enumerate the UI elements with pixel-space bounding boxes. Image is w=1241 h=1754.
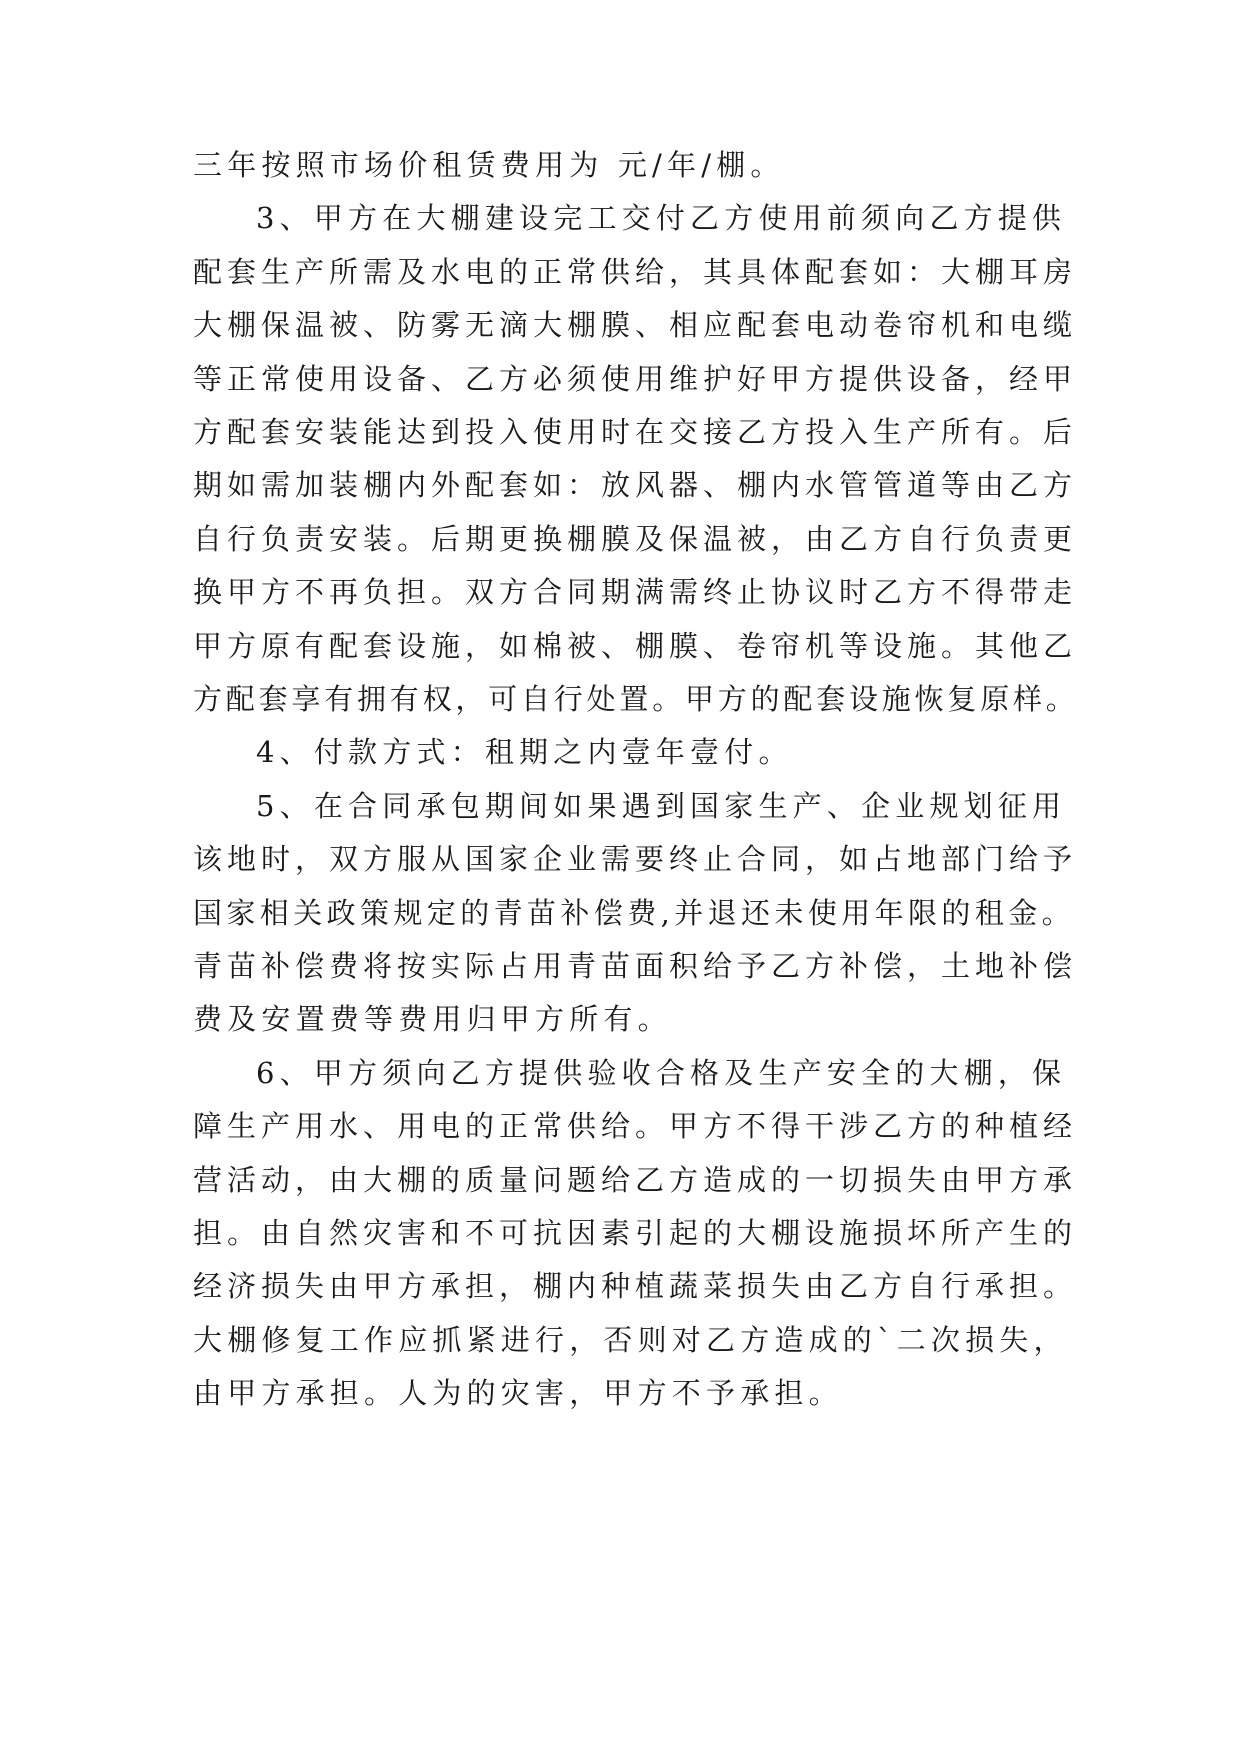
text-line: 由甲方承担。人为的灾害，甲方不予承担。	[193, 1376, 843, 1410]
text-line: 等正常使用设备、乙方必须使用维护好甲方提供设备，经甲	[193, 362, 1078, 396]
text-line: 方配套享有拥有权，可自行处置。甲方的配套设施恢复原样。	[193, 682, 1079, 716]
text-line: 三年按照市场价租赁费用为 元/年/棚。	[193, 148, 785, 182]
text-line: 担。由自然灾害和不可抗因素引起的大棚设施损坏所产生的	[193, 1216, 1078, 1250]
text-line: 经济损失由甲方承担，棚内种植蔬菜损失由乙方自行承担。	[193, 1269, 1078, 1303]
text-line: 营活动，由大棚的质量问题给乙方造成的一切损失由甲方承	[193, 1163, 1078, 1197]
text-line: 该地时，双方服从国家企业需要终止合同，如占地部门给予	[193, 842, 1078, 876]
text-line: 换甲方不再负担。双方合同期满需终止协议时乙方不得带走	[193, 575, 1078, 609]
paragraph-3-first-line: 3、甲方在大棚建设完工交付乙方使用前须向乙方提供	[256, 201, 1067, 235]
text-line: 障生产用水、用电的正常供给。甲方不得干涉乙方的种植经	[193, 1109, 1078, 1143]
text-line: 配套生产所需及水电的正常供给，其具体配套如：大棚耳房	[193, 255, 1078, 289]
text-line: 青苗补偿费将按实际占用青苗面积给予乙方补偿，土地补偿	[193, 949, 1078, 983]
text-line: 大棚修复工作应抓紧进行，否则对乙方造成的`二次损失，	[193, 1323, 1068, 1357]
text-line: 期如需加装棚内外配套如：放风器、棚内水管管道等由乙方	[193, 468, 1078, 502]
text-line: 自行负责安装。后期更换棚膜及保温被，由乙方自行负责更	[193, 522, 1078, 556]
paragraph-6-first-line: 6、甲方须向乙方提供验收合格及生产安全的大棚，保	[256, 1056, 1067, 1090]
text-line: 大棚保温被、防雾无滴大棚膜、相应配套电动卷帘机和电缆	[193, 308, 1078, 342]
text-line: 国家相关政策规定的青苗补偿费,并退还未使用年限的租金。	[193, 896, 1076, 930]
text-line: 费及安置费等费用归甲方所有。	[193, 1002, 672, 1036]
text-line: 甲方原有配套设施，如棉被、棚膜、卷帘机等设施。其他乙	[193, 629, 1078, 663]
text-line: 方配套安装能达到投入使用时在交接乙方投入生产所有。后	[193, 415, 1078, 449]
paragraph-5-first-line: 5、在合同承包期间如果遇到国家生产、企业规划征用	[256, 789, 1067, 823]
paragraph-4-first-line: 4、付款方式：租期之内壹年壹付。	[256, 735, 793, 769]
